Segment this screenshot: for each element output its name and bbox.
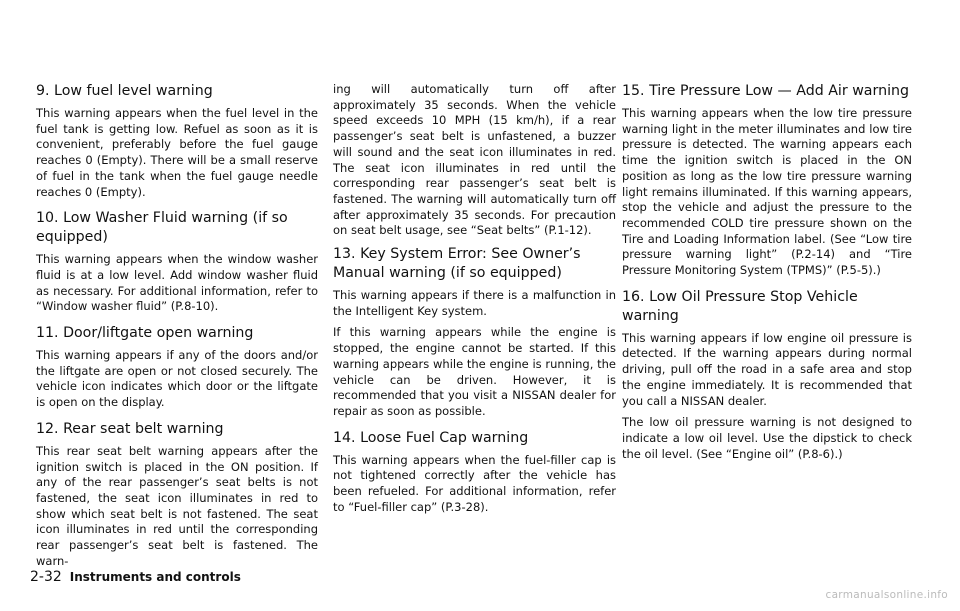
section-title: 12. Rear seat belt warning xyxy=(36,420,224,437)
section-rear-seat-belt-warning xyxy=(36,420,318,570)
section-title: 11. Door/liftgate open warning xyxy=(36,325,254,342)
section-low-fuel-warning xyxy=(36,82,318,200)
watermark: carmanualsonline.info xyxy=(825,589,948,601)
paragraph: The low oil pressure warning is not designed to indicate a low oil level. Use the dipstick to check the oil level. (See “Engine oil” (P.8-6).) xyxy=(622,415,912,461)
section-title: 16. Low Oil Pressure Stop Vehicle warning xyxy=(622,288,858,324)
section-loose-fuel-cap-warning xyxy=(333,429,616,516)
section-low-oil-pressure-warning xyxy=(622,288,912,463)
paragraph: If this warning appears while the engine is stopped, the engine cannot be started. If this warning appears while the engine is running, the vehicle can be driven. However, it is recommended that you visit a NISSAN dealer for repair as soon as possible. xyxy=(333,325,616,418)
section-low-washer-fluid-warning xyxy=(36,209,318,315)
paragraph: This warning appears when the window washer fluid is at a low level. Add window washer fluid as necessary. For additional information, refer to “Window washer fluid” (P.8-10). xyxy=(36,252,318,314)
text-column-2 xyxy=(333,82,616,524)
paragraph: This warning appears if low engine oil pressure is detected. If the warning appears during normal driving, pull off the road in a safe area and stop the engine immediately. It is recommended that you call a NISSAN dealer. xyxy=(622,330,912,408)
text-column-1 xyxy=(36,82,318,578)
text-column-3 xyxy=(622,82,912,471)
section-door-liftgate-warning xyxy=(36,324,318,411)
section-title: 9. Low fuel level warning xyxy=(36,83,213,99)
section-title: 15. Tire Pressure Low — Add Air warning xyxy=(622,83,910,99)
paragraph: This warning appears when the fuel level in the fuel tank is getting low. Refuel as soon as it is convenient, preferably before the fuel gauge reaches 0 (Empty). There will be a small reserve of fuel in the tank when the fuel gauge needle reaches 0 (Empty). xyxy=(36,106,318,199)
paragraph: This rear seat belt warning appears after the ignition switch is placed in the ON position. If any of the rear passenger’s seat belts is not fastened, the seat icon illuminates in red to show which seat belt is not fastened. The seat icon illuminates in red until the corresponding rear passenger’s seat belt is fastened. The warn- xyxy=(36,443,318,568)
page-footer xyxy=(30,566,430,586)
page-number: 2-32 xyxy=(30,569,62,585)
chapter-title: Instruments and controls xyxy=(69,570,241,584)
section-title: 14. Loose Fuel Cap warning xyxy=(333,429,529,446)
section-key-system-error-warning xyxy=(333,245,616,420)
paragraph-continuation: ing will automatically turn off after approximately 35 seconds. When the vehicle speed exceeds 10 MPH (15 km/h), if a rear passenger’s seat belt is unfastened, a buzzer will sound and the seat icon illuminates in red. The seat icon illuminates in red until the corresponding rear passenger’s seat belt is fastened. The warning will automatically turn off after approximately 35 seconds. For precaution on seat belt usage, see “Seat belts” (P.1-12). xyxy=(333,82,616,238)
paragraph: This warning appears if there is a malfunction in the Intelligent Key system. xyxy=(333,288,616,318)
section-title: 13. Key System Error: See Owner’s Manual warning (if so equipped) xyxy=(333,246,581,282)
paragraph: This warning appears when the low tire pressure warning light in the meter illuminates and low tire pressure is detected. The warning appears each time the ignition switch is placed in the ON position as long as the low tire pressure warning light remains illuminated. If this warning appears, stop the vehicle and adjust the pressure to the recommended COLD tire pressure shown on the Tire and Loading Information label. (See “Low tire pressure warning light” (P.2-14) and “Tire Pressure Monitoring System (TPMS)” (P.5-5).) xyxy=(622,106,912,278)
section-tire-pressure-low-warning xyxy=(622,82,912,279)
paragraph: This warning appears when the fuel-filler cap is not tightened correctly after the vehicle has been refueled. For additional information, refer to “Fuel-filler cap” (P.3-28). xyxy=(333,452,616,514)
section-title: 10. Low Washer Fluid warning (if so equipped) xyxy=(36,210,288,246)
paragraph: This warning appears if any of the doors and/or the liftgate are open or not closed securely. The vehicle icon indicates which door or the liftgate is open on the display. xyxy=(36,348,318,410)
